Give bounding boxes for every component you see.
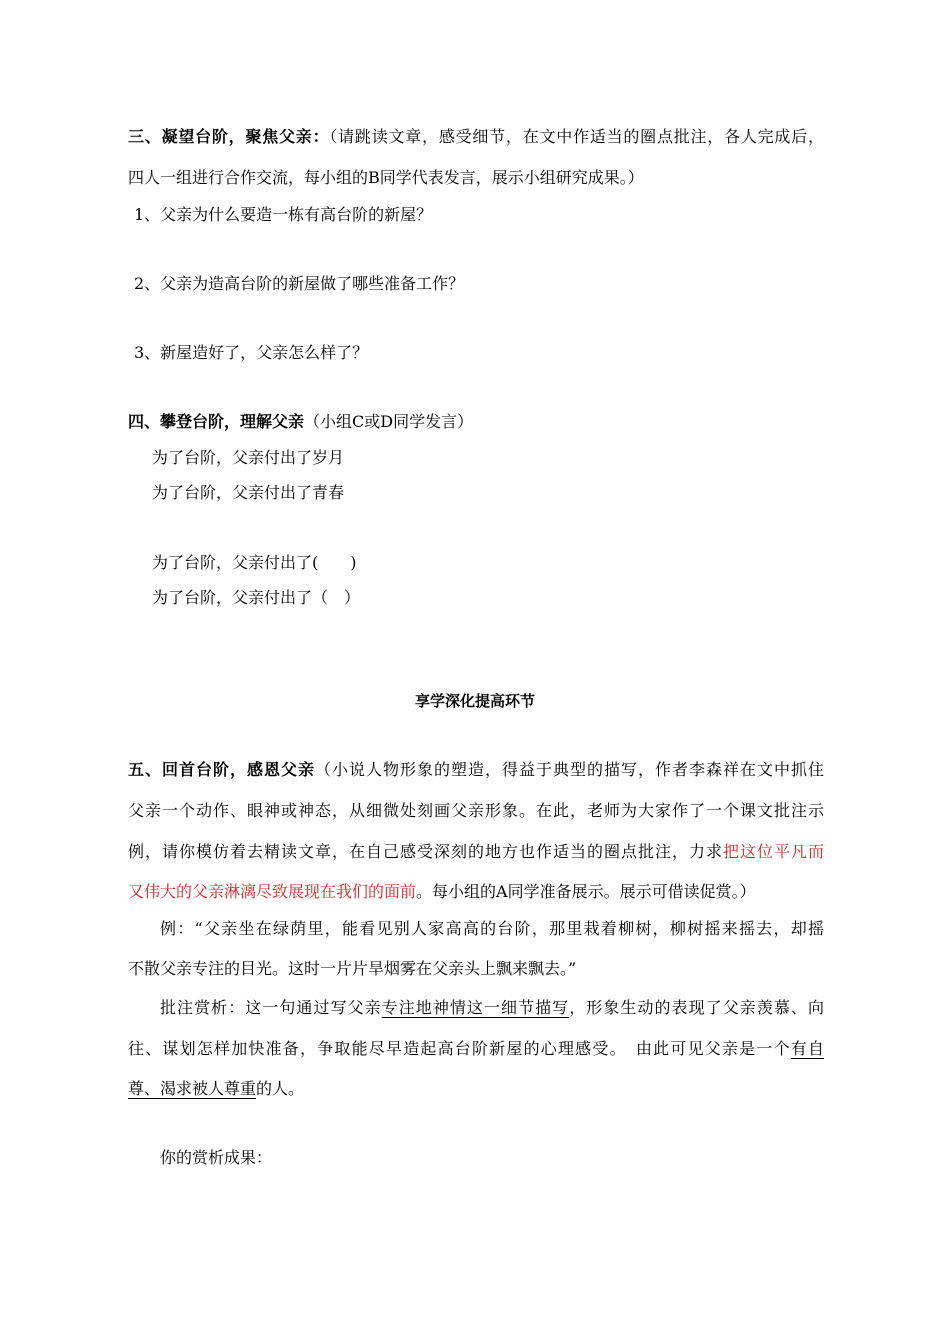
analysis-text-a: 批注赏析：这一句通过写父亲: [160, 998, 382, 1017]
analysis-underline-3: 尊、渴求被人尊重: [128, 1079, 257, 1098]
analysis-underline-2: 有自: [790, 1039, 824, 1058]
section4-line-4: 为了台阶，父亲付出了（ ）: [152, 588, 361, 607]
analysis-line2-text: 往、谋划怎样加快准备，争取能尽早造起高台阶新屋的心理感受。 由此可见父亲是一个: [128, 1039, 791, 1058]
analysis-line3: [128, 1078, 304, 1100]
section5-p1-line4-text: 。每小组的A同学准备展示。展示可借读促赏。）: [416, 882, 756, 901]
section5-p1-highlight-2: 又伟大的父亲淋漓尽致展现在我们的面前: [128, 882, 417, 901]
section4-heading: 四、攀登台阶，理解父亲: [128, 412, 305, 431]
section3-note-line2: 四人一组进行合作交流，每小组的B同学代表发言，展示小组研究成果。）: [128, 168, 644, 187]
section3-note-line1: （请跳读文章，感受细节，在文中作适当的圈点批注，各人完成后，: [329, 127, 824, 146]
section5-p1-line1: （小说人物形象的塑造，得益于典型的描写，作者李森祥在文中抓住: [315, 760, 824, 779]
section4-note: （小组C或D同学发言）: [304, 412, 474, 431]
section5-p1-line4: [128, 881, 756, 903]
result-label: 你的赏析成果：: [160, 1148, 273, 1167]
example-line1: 例：“父亲坐在绿荫里，能看见别人家高高的台阶，那里栽着柳树，柳树摇来摇去，却摇: [160, 919, 824, 938]
section5-p1-highlight-1: 把这位平凡而: [722, 842, 824, 861]
section-subtitle: 享学深化提高环节: [414, 692, 535, 710]
section3-line1: [128, 126, 824, 148]
analysis-text-b: ，形象生动的表现了父亲羡慕、向: [569, 998, 824, 1017]
section3-question-1: 1、父亲为什么要造一栋有高台阶的新屋？: [134, 205, 433, 224]
section3-question-3: 3、新屋造好了，父亲怎么样了？: [134, 343, 369, 362]
example-line2: 不散父亲专注的目光。这时一片片旱烟雾在父亲头上飘来飘去。”: [128, 959, 577, 978]
section3-heading: 三、凝望台阶，聚焦父亲：: [128, 127, 330, 146]
section5-p1-line3-text: 例，请你模仿着去精读文章，在自己感受深刻的地方也作适当的圈点批注，力求: [128, 842, 723, 861]
section5-p1-line2: 父亲一个动作、眼神或神态，从细微处刻画父亲形象。在此，老师为大家作了一个课文批注示: [128, 801, 824, 820]
analysis-underline-1: 专注地神情这一细节描写: [381, 998, 570, 1017]
section4-line-1: 为了台阶，父亲付出了岁月: [152, 448, 345, 467]
section5-heading: 五、回首台阶，感恩父亲: [128, 760, 315, 779]
analysis-line1: [160, 997, 824, 1019]
analysis-line3-text: 的人。: [256, 1079, 305, 1098]
analysis-line2: [128, 1038, 824, 1060]
section5-line1: [128, 759, 824, 781]
section4-line-2: 为了台阶，父亲付出了青春: [152, 483, 345, 502]
section5-p1-line3: [128, 841, 824, 863]
section4-line-3: 为了台阶，父亲付出了( ): [152, 553, 357, 572]
section3-question-2: 2、父亲为造高台阶的新屋做了哪些准备工作？: [134, 274, 465, 293]
section4-line: [128, 411, 473, 433]
